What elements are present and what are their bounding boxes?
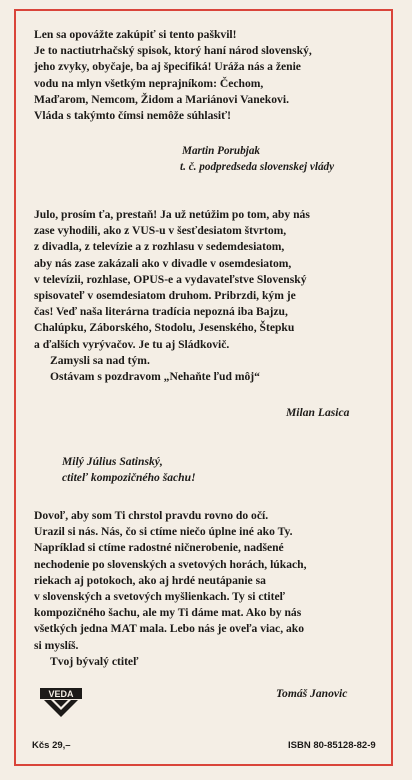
quote-janovic-body: Dovoľ, aby som Ti chrstol pravdu rovno do očí. Urazil si nás. Nás, čo si ctíme niečo úplne iné ako Ty. Napríklad si ctíme radostné ničnerobenie, nadšené nechodenie po slovenských a svetových horách, lúkach, riekach aj potokoch, ako aj hrdé neutápanie sa v slovenských a svetových myšlienkach. Ty si ctiteľ kompozičného šachu, ale my Ti dáme mat. Ako by nás všetkých jedna MAT mala. Lebo nás je oveľa viac, ako si myslíš. (34, 509, 307, 652)
greeting-satinsky: Milý Július Satinský, ctiteľ kompozičného šachu! (62, 455, 196, 484)
signature-janovic: Tomáš Janovic (276, 687, 348, 700)
quote-porubjak: Len sa opovážte zakúpiť si tento paškvil! Je to nactiutrhačský spisok, ktorý haní národ slovenský, jeho zvyky, obyčaje, ba aj špecifiká! Uráža nás a ženie vodu na mlyn všetkým neprajníkom: Čechom, Maďarom, Nemcom, Židom a Mariánovi Vanekovi. Vláda s takýmto čímsi nemôže súhlasiť! (34, 28, 312, 123)
quote-janovic-line1: Tvoj bývalý ctiteľ (50, 654, 139, 668)
publisher-logo (40, 688, 82, 718)
logo-text: VEDA (48, 689, 74, 699)
veda-logo-icon (40, 688, 82, 718)
signature-lasica: Milan Lasica (286, 406, 350, 419)
signature-porubjak (180, 144, 380, 175)
price: Kčs 29,– (32, 740, 71, 751)
quote-lasica-body: Julo, prosím ťa, prestaň! Ja už netúžim po tom, aby nás zase vyhodili, ako z VUS-u v šesťdesiatom štvrtom, z divadla, z televízie a z rozhlasu v sedemdesiatom, aby nás zase zakázali ako v divadle v osemdesiatom, v televízii, rozhlase, OPUS-e a vydavateľstve Slovenský spisovateľ v osemdesiatom druhom. Pribrzdi, kým je čas! Veď naša literárna tradícia nepozná iba Bajzu, Chalúpku, Záborského, Stodolu, Jesenského, Štepku a ďalších vyrývačov. Je tu aj Sládkovič. (34, 208, 310, 351)
quote-janovic (34, 508, 384, 670)
quote-lasica-line2: Ostávam s pozdravom „Nehaňte ľud môj“ (50, 370, 260, 384)
signature-porubjak-title: t. č. podpredseda slovenskej vlády (180, 160, 335, 173)
isbn: ISBN 80-85128-82-9 (288, 740, 376, 751)
signature-porubjak-name: Martin Porubjak (182, 145, 261, 157)
quote-lasica-line1: Zamysli sa nad tým. (50, 353, 150, 367)
quote-lasica (34, 207, 384, 385)
